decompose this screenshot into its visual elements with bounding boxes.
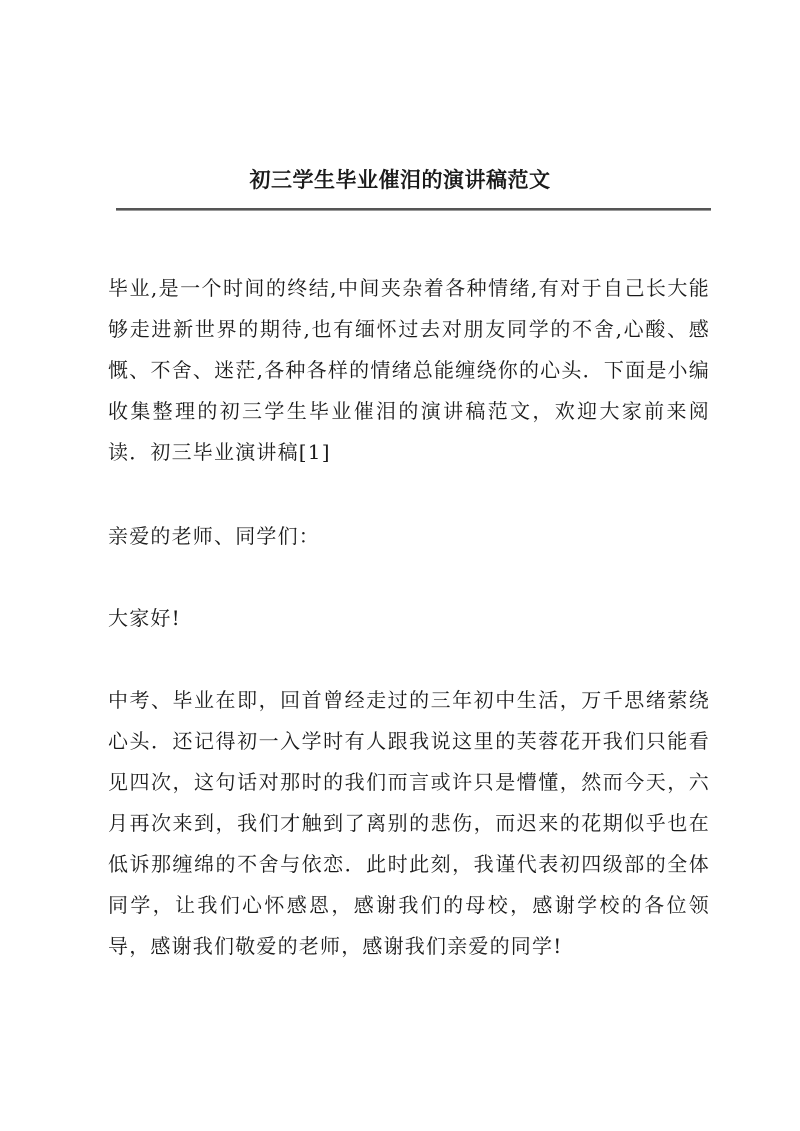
document-title: 初三学生毕业催泪的演讲稿范文 [249, 167, 551, 192]
paragraph-greeting: 大家好! [108, 606, 181, 630]
paragraph-salutation: 亲爱的老师、同学们： [108, 524, 320, 548]
title-divider [116, 208, 711, 211]
paragraph-intro: 毕业,是一个时间的终结,中间夹杂着各种情绪,有对于自己长大能够走进新世界的期待,也有缅怀过去对朋友同学的不舍,心酸、感慨、不舍、迷茫,各种各样的情绪总能缠绕你的心头．下面是小编收集整理的初三学生毕业催泪的演讲稿范文，欢迎大家前来阅读．初三毕业演讲稿[1] [108, 276, 710, 464]
paragraph-body: 中考、毕业在即，回首曾经走过的三年初中生活，万千思绪萦绕心头．还记得初一入学时有人跟我说这里的芙蓉花开我们只能看见四次，这句话对那时的我们而言或许只是懵懂，然而今天，六月再次来到，我们才触到了离别的悲伤，而迟来的花期似乎也在低诉那缠绵的不舍与依恋．此时此刻，我谨代表初四级部的全体同学，让我们心怀感恩，感谢我们的母校，感谢学校的各位领导，感谢我们敬爱的老师，感谢我们亲爱的同学! [108, 688, 710, 958]
